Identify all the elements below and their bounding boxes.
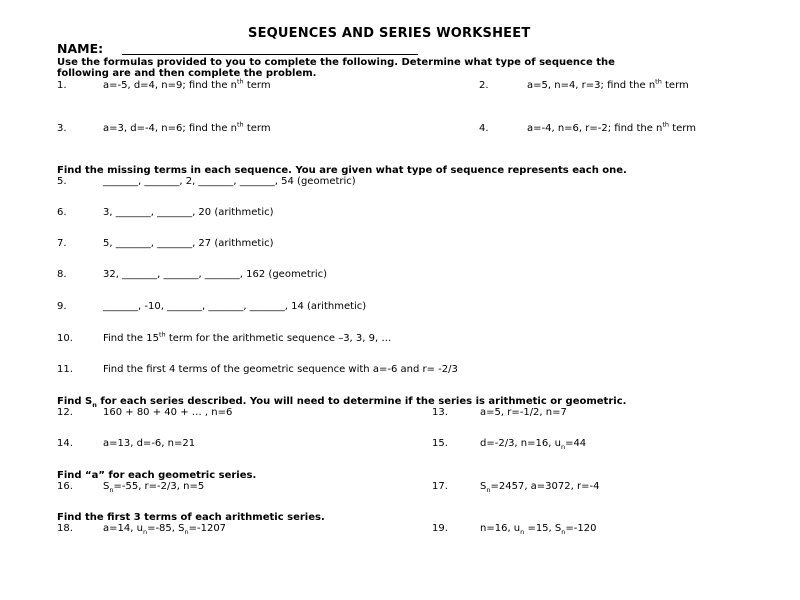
problem-17-number: 17.	[432, 481, 448, 492]
problem-12-number: 12.	[57, 407, 73, 418]
problem-5-text: _______, _______, 2, _______, _______, 54 (geometric)	[103, 176, 356, 187]
problem-18-text: a=14, $u_n=-85$, $S_n=-1207$	[103, 523, 227, 536]
problem-1-text: a=-5, d=4, n=9; find the $n^{th}$ term	[103, 77, 271, 91]
problem-5-number: 5.	[57, 176, 67, 187]
problem-8-text: 32, _______, _______, _______, 162 (geometric)	[103, 269, 328, 280]
problem-4-text: a=-4, n=6, r=-2; find the $n^{th}$ term	[527, 120, 696, 134]
problem-16-number: 16.	[57, 481, 73, 492]
problem-13-number: 13.	[432, 407, 448, 418]
problem-6-text: 3, _______, _______, 20 (arithmetic)	[103, 207, 274, 218]
instructions-line-1: Use the formulas provided to you to complete the following. Determine what type of sequence the	[57, 57, 615, 68]
problem-13-text: a=5, r=-1/2, n=7	[480, 407, 567, 418]
instructions-line-2: following are and then complete the problem.	[57, 68, 317, 79]
problem-7-number: 7.	[57, 238, 67, 249]
problem-15-text: d=-2/3, n=16, $u_n=44$	[480, 438, 587, 451]
problem-11-text: Find the first 4 terms of the geometric sequence with a=-6 and r= -2/3	[103, 364, 458, 375]
problem-14-text: a=13, d=-6, n=21	[103, 438, 196, 449]
worksheet-title: SEQUENCES AND SERIES WORKSHEET	[248, 26, 531, 41]
problem-11-number: 11.	[57, 364, 73, 375]
problem-2-text: a=5, n=4, r=3; find the $n^{th}$ term	[527, 77, 689, 91]
section-first-3-terms-heading: Find the first 3 terms of each arithmetic series.	[57, 512, 325, 523]
problem-3-text: a=3, d=-4, n=6; find the $n^{th}$ term	[103, 120, 271, 134]
name-label: NAME:	[57, 41, 104, 56]
problem-19-number: 19.	[432, 523, 448, 534]
problem-12-text: 160 + 80 + 40 + … , n=6	[103, 407, 233, 418]
problem-9-text: _______, -10, _______, _______, _______, 14 (arithmetic)	[103, 301, 367, 312]
problem-15-number: 15.	[432, 438, 448, 449]
problem-10-number: 10.	[57, 333, 73, 344]
section-find-a-heading: Find “a” for each geometric series.	[57, 470, 257, 481]
problem-1-number: 1.	[57, 80, 67, 91]
name-blank-line[interactable]	[122, 54, 418, 55]
problem-3-number: 3.	[57, 123, 67, 134]
section-missing-terms-heading: Find the missing terms in each sequence. You are given what type of sequence represents each one.	[57, 165, 627, 176]
problem-7-text: 5, _______, _______, 27 (arithmetic)	[103, 238, 274, 249]
problem-8-number: 8.	[57, 269, 67, 280]
problem-2-number: 2.	[479, 80, 489, 91]
section-find-sn-heading: Find $S_n$ for each series described. You will need to determine if the series is arithmetic or geometric.	[57, 396, 627, 409]
problem-19-text: n=16, $u_n =15$, $S_n=-120$	[480, 523, 597, 536]
problem-10-text: Find the 15th term for the arithmetic sequence –3, 3, 9, …	[103, 330, 392, 344]
problem-6-number: 6.	[57, 207, 67, 218]
problem-9-number: 9.	[57, 301, 67, 312]
problem-18-number: 18.	[57, 523, 73, 534]
problem-4-number: 4.	[479, 123, 489, 134]
problem-14-number: 14.	[57, 438, 73, 449]
problem-16-text: $S_n=-55$, r=-2/3, n=5	[103, 481, 205, 494]
problem-17-text: $S_n=2457$, a=3072, r=-4	[480, 481, 600, 494]
